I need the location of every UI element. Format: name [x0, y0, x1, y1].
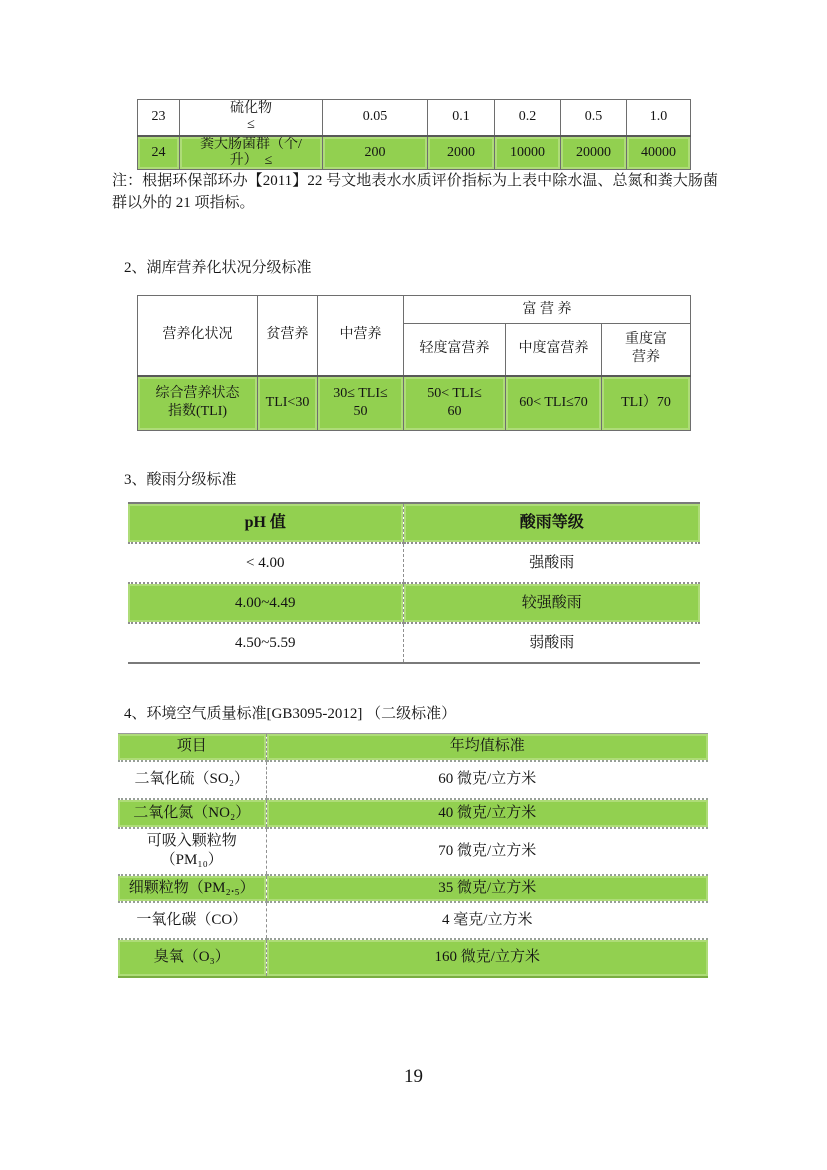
grade-cell: 较强酸雨: [403, 583, 700, 623]
table-data-row: [118, 761, 708, 799]
pollutant-cell: [118, 939, 266, 977]
page-number: 19: [404, 1066, 423, 1087]
table-data-row: [128, 583, 700, 623]
subheader-line1: 轻度富营养: [419, 341, 490, 357]
tli-range-line1: TLI<30: [265, 395, 310, 411]
subheader-cell-light: [404, 324, 506, 376]
grade-cell: 弱酸雨: [403, 623, 700, 663]
value-cell: 0.5: [561, 100, 627, 136]
table-data-row: [118, 939, 708, 977]
value-cell: 200: [323, 136, 428, 170]
tli-label-cell: [138, 376, 258, 431]
tli-range-line2: 60: [447, 404, 462, 420]
standard-cell: 4 毫克/立方米: [266, 902, 708, 939]
tli-range-line1: 60< TLI≤70: [519, 395, 588, 411]
row-number-cell: 23: [138, 100, 180, 136]
value-cell: 0.05: [323, 100, 428, 136]
section2-heading: 2、湖库营养化状况分级标准: [124, 260, 312, 276]
pollutant-cell: [118, 799, 266, 828]
tli-range-cell: [404, 376, 506, 431]
tli-range-line1: TLI）70: [621, 395, 671, 411]
ph-value-cell: 4.50~5.59: [128, 623, 403, 663]
standard-cell: 70 微克/立方米: [266, 828, 708, 875]
pollutant-line1: 一氧化碳（CO）: [136, 911, 248, 928]
standard-cell: 160 微克/立方米: [266, 939, 708, 977]
pollutant-cell: [118, 875, 266, 902]
table-header-row: [118, 734, 708, 761]
grade-cell: 强酸雨: [403, 543, 700, 583]
value-cell: 0.2: [495, 100, 561, 136]
value-cell: 10000: [495, 136, 561, 170]
section4-heading: 4、环境空气质量标准[GB3095-2012] （二级标准）: [124, 706, 457, 722]
value-cell: 2000: [428, 136, 495, 170]
tli-range-cell: [506, 376, 602, 431]
water-quality-table: [137, 99, 691, 170]
table-note: 注：根据环保部环办【2011】22 号文地表水水质评价指标为上表中除水温、总氮和粪大肠菌群以外的 21 项指标。: [112, 173, 718, 211]
value-cell: 20000: [561, 136, 627, 170]
header-cell-oligotrophic: 贫营养: [258, 296, 318, 376]
header-cell-standard: 年均值标准: [266, 734, 708, 761]
table-data-row: [118, 799, 708, 828]
indicator-name-cell: [180, 136, 323, 170]
pollutant-line1: 可吸入颗粒物: [146, 833, 237, 849]
tli-label-line1: 综合营养状态: [155, 386, 240, 402]
trophic-status-table: [137, 295, 691, 431]
table-data-row: [128, 623, 700, 663]
table-row: [138, 100, 691, 136]
indicator-name-line1: 粪大肠菌群（个/: [200, 136, 302, 152]
standard-cell: 35 微克/立方米: [266, 875, 708, 902]
tli-range-line2: 50: [353, 404, 368, 420]
ph-value-cell: < 4.00: [128, 543, 403, 583]
tli-range-cell: [318, 376, 404, 431]
header-cell-mesotrophic: 中营养: [318, 296, 404, 376]
table-data-row: [118, 828, 708, 875]
tli-range-cell: [602, 376, 691, 431]
indicator-name-line2: ≤: [247, 117, 255, 133]
subheader-cell-heavy: [602, 324, 691, 376]
tli-range-cell: [258, 376, 318, 431]
table-data-row: [128, 543, 700, 583]
table-row: [138, 136, 691, 170]
header-cell-ph: pH 值: [128, 503, 403, 543]
indicator-name-line1: 硫化物: [230, 101, 272, 117]
header-cell-eutrophic-group: 富 营 养: [404, 296, 691, 324]
pollutant-line1: 二氧化硫（SO₂）: [134, 771, 249, 787]
header-cell-item: 项目: [118, 734, 266, 761]
pollutant-line1: 臭氧（O₃）: [153, 949, 230, 965]
indicator-name-cell: [180, 100, 323, 136]
indicator-name-line2: 升） ≤: [229, 152, 273, 168]
table-data-row: [118, 902, 708, 939]
standard-cell: 60 微克/立方米: [266, 761, 708, 799]
table-data-row: [138, 376, 691, 431]
table-header-row: [128, 503, 700, 543]
standard-cell: 40 微克/立方米: [266, 799, 708, 828]
air-quality-table: [118, 733, 708, 978]
subheader-cell-middle: [506, 324, 602, 376]
section3-heading: 3、酸雨分级标准: [124, 472, 237, 488]
pollutant-line1: 二氧化氮（NO₂）: [133, 804, 251, 821]
pollutant-cell: [118, 761, 266, 799]
tli-label-line2: 指数(TLI): [167, 404, 228, 420]
value-cell: 40000: [627, 136, 691, 170]
table-data-row: [118, 875, 708, 902]
value-cell: 1.0: [627, 100, 691, 136]
subheader-line2: 营养: [632, 350, 660, 366]
acid-rain-table: [128, 502, 700, 664]
pollutant-line1: 细颗粒物（PM₂.₅）: [128, 879, 255, 896]
pollutant-line2: （PM₁₀）: [160, 852, 223, 868]
tli-range-line1: 30≤ TLI≤: [333, 386, 388, 402]
header-cell-grade: 酸雨等级: [403, 503, 700, 543]
pollutant-cell: [118, 902, 266, 939]
tli-range-line1: 50< TLI≤: [427, 386, 482, 402]
ph-value-cell: 4.00~4.49: [128, 583, 403, 623]
pollutant-cell: [118, 828, 266, 875]
subheader-line1: 中度富营养: [518, 341, 589, 357]
table-header-row: [138, 296, 691, 324]
header-cell-status: 营养化状况: [138, 296, 258, 376]
subheader-line1: 重度富: [625, 332, 667, 348]
value-cell: 0.1: [428, 100, 495, 136]
row-number-cell: 24: [138, 136, 180, 170]
